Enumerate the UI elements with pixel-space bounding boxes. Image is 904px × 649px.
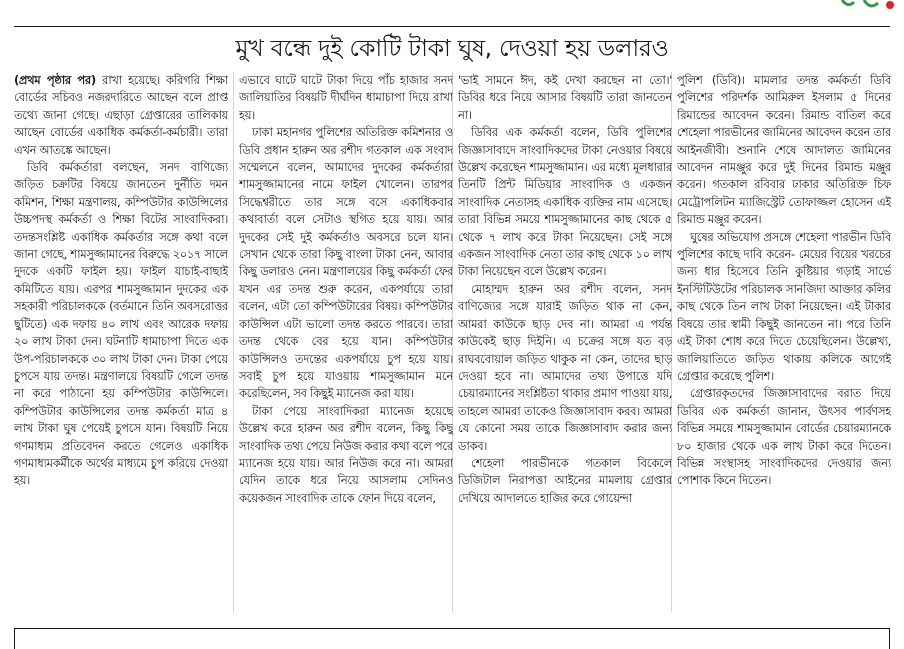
top-rule (14, 26, 890, 27)
article-column-3 (458, 72, 672, 618)
paragraph: মোহাম্মদ হারুন অর রশীদ বলেন, সনদ বাণিজ্যের সঙ্গে যারাই জড়িত থাক না কেন, আমরা কাউকে ছাড় দেব না। আমরা এ পর্যন্ত কাউকেই ছাড় দিইনি। এ চক্রের সঙ্গে যত বড় রাঘববোয়াল জড়িত থাকুক না কেন, তাদের ছাড় দেওয়া হবে না। আমাদের তথ্য উপাত্তে যদি চেয়ারম্যানের সংশ্লিষ্টতা থাকার প্রমাণ পাওয়া যায়, তাহলে আমরা তাকেও জিজ্ঞাসাবাদ করব। আমরা যে কোনো সময় তাকে জিজ্ঞাসাবাদ করার জন্য ডাকব। (458, 281, 672, 453)
paragraph: ঘুষের অভিযোগ প্রসঙ্গে শেহেলা পারভীন ডিবি পুলিশের কাছে দাবি করেন- মেয়ের বিয়ের খরচের জন্য ধার হিসেবে তিনি কুষ্টিয়ার গড়াই সার্ভে ইনস্টিটিউটের পরিচালক সানজিদা আক্তার কলির কাছ থেকে তিন লাখ টাকা নিয়েছেন। এই টাকার বিষয়ে তার স্বামী কিছুই জানতেন না। পরে তিনি এই টাকা শোধ করে দিতে চেয়েছিলেন। উল্লেখ্য, জালিয়াতিতে জড়িত থাকায় কলিকে আগেই গ্রেপ্তার করেছে পুলিশ। (677, 229, 891, 383)
article-column-2 (239, 72, 453, 618)
paragraph (14, 72, 228, 159)
paragraph: টাকা পেয়ে সাংবাদিকরা ম্যানেজ হয়েছে উল্লেখ করে হারুন অর রশীদ বলেন, কিছু কিছু সাংবাদিক তথ্য পেয়ে নিউজ করার কথা বলে পরে ম্যানেজ হয়ে যায়। আর নিউজ করে না। আমরা যেদিন তাকে ধরে নিয়ে আসলাম সেদিনও কয়েকজন সাংবাদিক তাকে ফোন দিয়ে বলেন, (239, 403, 453, 505)
paragraph: ডিবির এক কর্মকর্তা বলেন, ডিবি পুলিশের জিজ্ঞাসাবাদে সাংবাদিকদের টাকা নেওয়ার বিষয়ে উল্লেখ করেছেন শামসুজ্জামান। এর মধ্যে মূলধারার তিনটি প্রিন্ট মিডিয়ার সাংবাদিক ও একজন সাংবাদিক নেতাসহ একাধিক ব্যক্তির নাম এসেছে। তারা বিভিন্ন সময়ে শামসুজ্জামানের কাছ থেকে ৫ থেকে ৭ লাখ করে টাকা নিয়েছেন। সেই সঙ্গে একজন সাংবাদিক নেতা তার কাছ থেকে ১০ লাখ টাকা নিয়েছেন বলে উল্লেখ করেন। (458, 125, 672, 279)
continuation-marker: (প্রথম পৃষ্ঠার পর) (14, 73, 96, 87)
paragraph: ঢাকা মহানগর পুলিশের অতিরিক্ত কমিশনার ও ডিবি প্রধান হারুন অর রশীদ গতকাল এক সংবাদ সম্মেলনে বলেন, আমাদের দুদকের কর্মকর্তারা শামসুজ্জামানের নামে ফাইল খোলেন। তারপর সিদ্ধেশ্বরীতে তার সঙ্গে বসে একাধিকবার কথাবার্তা বলে সেটাও স্থগিত হয়ে যায়। আর দুদকের সেই দুই কর্মকর্তাও অবসরে চলে যান। সেখান থেকে তারা কিছু বাংলা টাকা নেন, আবার কিছু ডলারও নেন। মন্ত্রণালয়ের কিছু কর্মকর্তা ফের যখন এর তদন্ত শুরু করেন, একপর্যায়ে তারা বলেন, এটা তো কম্পিউটারের বিষয়। কম্পিউটার কাউন্সিল এটা ভালো তদন্ত করতে পারবে। তারা তদন্ত থেকে বের হয়ে যান। কম্পিউটার কাউন্সিলও তদন্তের একপর্যায়ে চুপ হয়ে যায়। সবাই চুপ হয়ে যাওয়ায় শামসুজ্জামান মনে করেছিলেন, সব কিছুই ম্যানেজ করা যায়। (239, 125, 453, 401)
column-divider (233, 72, 234, 612)
paragraph: 'ভাই সামনে ঈদ, কই দেখা করছেন না তো।' ডিবির ধরে নিয়ে আসার বিষয়টি তারা জানতেন না। (458, 73, 672, 122)
paragraph: শেহেলা পারভীনকে গতকাল বিকেলে ডিজিটাল নিরাপত্তা আইনের মামলায় গ্রেপ্তার দেখিয়ে আদালতে হাজির করে গোয়েন্দা (458, 455, 672, 505)
paragraph: এভাবে ঘাটে ঘাটে টাকা দিয়ে পাঁচ হাজার সনদ জালিয়াতির বিষয়টি দীর্ঘদিন ধামাচাপা দিয়ে রাখা হয়। (239, 73, 453, 122)
article-headline: মুখ বন্ধে দুই কোটি টাকা ঘুষ, দেওয়া হয় ডলারও (235, 34, 669, 62)
article-column-1 (14, 72, 228, 618)
paragraph: ডিবি কর্মকর্তারা বলছেন, সনদ বাণিজ্যে জড়িত চক্রটির বিষয়ে জানতেন দুর্নীতি দমন কমিশন, শিক্ষা মন্ত্রণালয়, কম্পিউটার কাউন্সিলের উচ্চপদস্থ কর্মকর্তা ও শিক্ষা বিটের সাংবাদিকরা। তদন্তসংশ্লিষ্ট একাধিক কর্মকর্তার সঙ্গে কথা বলে জানা গেছে, শামসুজ্জামানের বিরুদ্ধে ২০১৭ সালে দুদকে একটি ফাইল হয়। ফাইল যাচাই-বাছাই কমিটিতে যায়। এরপর শামসুজ্জামান দুদকের এক সহকারী পরিচালককে (বর্তমানে তিনি অবসরোত্তর ছুটিতে) এক দফায় ৪০ লাখ এবং আরেক দফায় ২০ লাখ টাকা দেন। ঘটনাটি ধামাচাপা দিতে এক উপ-পরিচালককে ৩০ লাখ টাকা দেন। টাকা পেয়ে চুপসে যায় তদন্ত। মন্ত্রণালয়ে বিষয়টি গেলে তদন্ত না করে পাঠানো হয় কম্পিউটার কাউন্সিলে। কম্পিউটার কাউন্সিলের তদন্ত কর্মকর্তা মাত্র ৪ লাখ টাকা ঘুষ পেয়েই চুপসে যান। বিষয়টি নিয়ে গণমাধ্যম প্রতিবেদন করতে গেলেও একাধিক গণমাধ্যমকর্মীকে অর্থের মাধ্যমে চুপ করিয়ে দেওয়া হয়। (14, 160, 228, 488)
next-article-frame (14, 628, 890, 649)
paragraph: গ্রেপ্তারকৃতদের জিজ্ঞাসাবাদের বরাত দিয়ে ডিবির এক কর্মকর্তা জানান, উৎসব পার্বণসহ বিভিন্ন সময়ে শামসুজ্জামান বোর্ডের চেয়ারম্যানকে ৮০ হাজার থেকে এক লাখ টাকা করে দিতেন। বিভিন্ন সংস্থাসহ সাংবাদিকদের দেওয়ার জন্য পোশাক কিনে দিতেন। (677, 386, 891, 488)
paragraph: পুলিশ (ডিবি)। মামলার তদন্ত কর্মকর্তা ডিবি পুলিশের পরিদর্শক আমিরুল ইসলাম ৫ দিনের রিমান্ডের আবেদন করেন। রিমান্ড বাতিল করে শেহেলা পারভীনের জামিনের আবেদন করেন তার আইনজীবী। শুনানি শেষে আদালত জামিনের আবেদন নামঞ্জুর করে দুই দিনের রিমান্ড মঞ্জুর করেন। গতকাল রবিবার ঢাকার অতিরিক্ত চিফ মেট্রোপলিটন ম্যাজিস্ট্রেট তোফাজ্জল হোসেন এই রিমান্ড মঞ্জুর করেন। (677, 73, 891, 227)
article-column-4 (677, 72, 891, 618)
masthead-decoration (834, 0, 904, 14)
paragraph-text: রাখা হয়েছে। করিগরি শিক্ষা বোর্ডের সচিবও নজরদারিতে আছেন বলে প্রাপ্ত তথ্যে জানা গেছে। এছাড়া গ্রেপ্তারের তালিকায় আছেন বোর্ডের একাধিক কর্মকর্তা-কর্মচারী। তারা এখন আতঙ্কে আছেন। (14, 73, 228, 157)
